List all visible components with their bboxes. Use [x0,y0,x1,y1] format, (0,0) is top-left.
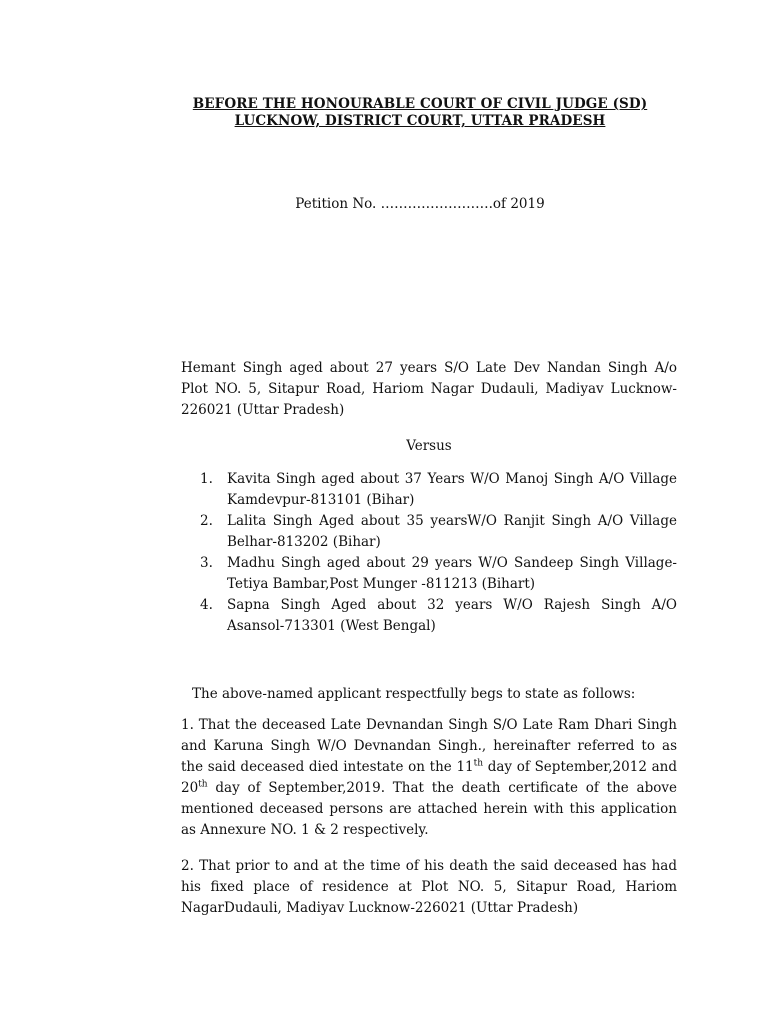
superscript-th: th [473,758,484,769]
intro-statement: The above-named applicant respectfully begs to state as follows: [192,686,636,702]
versus-label: Versus [406,438,452,454]
respondent-item [200,553,677,595]
paragraph-1-part-3: day of September,2019. That the death certificate of the above mentioned deceased persons are attached herein with this application as Annexure NO. 1 & 2 respectively. [181,780,677,838]
paragraph-1 [181,715,677,841]
paragraph-1-part-2: day of September,2012 and 20 [181,759,677,796]
respondent-item [200,595,677,637]
respondent-number: 1. [200,471,213,487]
paragraph-1-part-1: 1. That the deceased Late Devnandan Singh S/O Late Ram Dhari Singh and Karuna Singh W/O Devnandan Singh., hereinafter referred to as the said deceased died intestate on the 11 [181,717,677,775]
petition-number-line: Petition No. …………………….of 2019 [295,196,545,212]
superscript-th: th [198,779,208,790]
paragraph-2: 2. That prior to and at the time of his death the said deceased has had his fixed place of residence at Plot NO. 5, Sitapur Road, Hariom NagarDudauli, Madiyav Lucknow-226021 (Uttar Pradesh) [181,858,677,916]
respondent-item [200,511,677,553]
applicant-details: Hemant Singh aged about 27 years S/O Late Dev Nandan Singh A/o Plot NO. 5, Sitapur Road, Hariom Nagar Dudauli, Madiyav Lucknow-226021 (Uttar Pradesh) [181,360,677,418]
respondent-text: Madhu Singh aged about 29 years W/O Sandeep Singh Village-Tetiya Bambar,Post Munger -811213 (Bihart) [227,555,677,592]
respondent-number: 3. [200,555,213,571]
respondent-text: Sapna Singh Aged about 32 years W/O Rajesh Singh A/O Asansol-713301 (West Bengal) [227,597,677,634]
respondent-text: Lalita Singh Aged about 35 yearsW/O Ranjit Singh A/O Village Belhar-813202 (Bihar) [227,513,677,550]
court-heading-line-1: BEFORE THE HONOURABLE COURT OF CIVIL JUDGE (SD) [192,96,648,112]
court-heading-line-2: LUCKNOW, DISTRICT COURT, UTTAR PRADESH [234,113,606,129]
respondent-number: 2. [200,513,213,529]
respondents-list [200,469,677,637]
respondent-item [200,469,677,511]
respondent-number: 4. [200,597,213,613]
respondent-text: Kavita Singh aged about 37 Years W/O Manoj Singh A/O Village Kamdevpur-813101 (Bihar) [227,471,677,508]
